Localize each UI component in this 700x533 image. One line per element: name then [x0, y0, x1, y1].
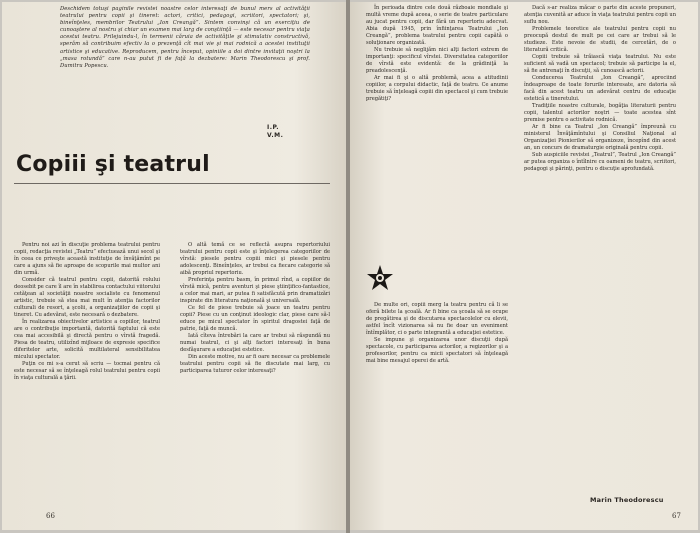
- paragraph: Puţin ce mi s-a cerut să scriu — tocmai pentru că este necesar să se înţeleagă rolul teatrului pentru copii în viaţa culturală a ţării.: [14, 361, 160, 381]
- paragraph: Copiii trebuie să trăiască viaţa teatrului. Nu este suficient să vadă un spectacol; trebuie să participe la el, să fie antrenaţi în discuţii, să cunoască actorii.: [524, 54, 676, 74]
- paragraph: Problemele teoretice ale teatrului pentru copii nu preocupă destul de mult pe cei care ar trebui să le studieze. Este nevoie de studii, de cercetări, de o literatură critică.: [524, 26, 676, 53]
- paragraph: De multe ori, copiii merg la teatru pentru că li se oferă bilete la şcoală. Ar fi bine ca şcoala să se ocupe de pregătirea şi de discutarea spectacolelor cu elevii, astfel încît vizionarea să nu fie doar un eveniment întîmplător, ci o parte integrantă a educaţiei estetice.: [366, 302, 508, 336]
- page-number-right: 67: [672, 512, 681, 520]
- author-signature: Marin Theodorescu: [590, 496, 664, 504]
- initials-2: V.M.: [267, 132, 284, 139]
- right-page: [350, 2, 698, 530]
- left-column-2: [180, 242, 330, 518]
- left-column-1: [14, 242, 160, 510]
- right-column-2: [524, 5, 676, 500]
- article-title: Copiii şi teatrul: [16, 152, 210, 177]
- intro-text: Deschidem totuşi paginile revistei noastre celor interesaţi de bunul mers al activităţii teatrului pentru copii şi tineret: actori, critici, pedagogi, scriitori, spectatori; şi, bineînţeles, membrilor Teatrului „Ion Creangă”. Sintem convinşi că un exerciţiu de cunoaştere al nostru şi chiar un examen mai larg de conştiinţă — este necesar pentru viaţa acestui teatru. Prilejuindu-l, în termenii căruia de activităţile şi stimulativ constructivă, sperăm să contribuim efectiv la o prezenţă cît mai vie şi mai rodnică a acestei instituţii artistice şi educative. Reproducem, pentru început, opiniile a doi dintre invitaţii noştri la „masa rotundă” care n-au putut fi de faţă la dezbatere: Marin Theodorescu şi prof. Dumitru Popescu.: [60, 6, 311, 69]
- paragraph: Se impune şi organizarea unor discuţii după spectacole, cu participarea actorilor, a regizorilor şi a profesorilor, pentru ca micii spectatori să înţeleagă mai bine mesajul operei de artă.: [366, 337, 508, 364]
- right-column-1-continued: [366, 302, 508, 512]
- page-number-left: 66: [46, 512, 55, 520]
- initials-1: I.P.: [267, 124, 280, 131]
- editor-initials: [267, 124, 327, 140]
- paragraph: Dacă s-ar realiza măcar o parte din aceste propuneri, atenţia cuvenită ar aduce în viaţa teatrului pentru copii un suflu nou.: [524, 5, 676, 25]
- paragraph: Consider că teatrul pentru copii, datorită rolului deosebit pe care îl are în stabilirea contactului viitorului cetăţean al societăţii noastre socialiste cu fenomenul artistic, trebuie să stea mai mult în atenţia factorilor culturali de resort, a şcolii, a organizaţiilor de copii şi tineret. Cu adevărat, este necesară o dezbatere.: [14, 277, 160, 318]
- paragraph: Pentru noi azi în discuţie problema teatrului pentru copii, redacţia revistei „Teatru” efectuează unui secol şi în ceea ce priveşte această instituţie de învăţămînt pe care a ajuns să fie aproape de scopurile mai multor ani din urmă.: [14, 242, 160, 276]
- title-rule: [14, 183, 330, 184]
- paragraph: Ar mai fi şi o altă problemă, acea a atitudinii copiilor, a corpului didactic, faţă de teatru. Ce anume trebuie să înţeleagă copiii din spectacol şi cum trebuie pregătiţi?: [366, 75, 508, 102]
- right-column-1: [366, 5, 508, 247]
- paragraph: În realizarea obiectivelor artistice a copiilor, teatrul are o contribuţie importantă, datorită faptului că este cea mai accesibilă şi directă pentru o vîrstă fragedă. Piesa de teatru, utilizînd mijloace de expresie specifice diferitelor arte, solicită multilateral sensibilitatea micului spectator.: [14, 319, 160, 360]
- paragraph: Ce fel de piese trebuie să joace un teatru pentru copii? Piese cu un conţinut ideologic clar, piese care să-l educe pe micul spectator în spiritul dragostei faţă de patrie, faţă de muncă.: [180, 305, 330, 332]
- paragraph: Nu trebuie să neglijăm nici alţi factori extrem de importanţi: specificul vîrstei. Diversitatea categoriilor de vîrstă este evidentă: de la grădiniţă la preadolescenţă.: [366, 47, 508, 74]
- paragraph: Preferinţa pentru basm, în primul rînd, a copiilor de vîrstă mică, pentru aventuri şi piese ştiinţifico-fantastice, a celor mai mari, ar putea fi satisfăcută prin dramatizări inspirate din literatura naţională şi universală.: [180, 277, 330, 304]
- paragraph: Conducerea Teatrului „Ion Creangă”, apreciind îndeaproape de toate forurile interesate, are datoria să facă din acest teatru un adevărat centru de educaţie estetică a tineretului.: [524, 75, 676, 102]
- paragraph: În perioada dintre cele două războaie mondiale şi multă vreme după aceea, o serie de teatre particulare au jucat pentru copii, dar fără un repertoriu adecvat. Abia după 1945, prin înfiinţarea Teatrului „Ion Creangă”, problema teatrului pentru copii capătă o soluţionare organizată.: [366, 5, 508, 46]
- star-ornament-icon: [366, 264, 394, 292]
- left-page: [2, 2, 346, 530]
- paragraph: Ar fi bine ca Teatrul „Ion Creangă” împreună cu ministerul Învăţămîntului şi Consiliul Naţional al Organizaţiei Pionierilor să organizeze, începînd din acest an, un concurs de dramaturgie originală pentru copii.: [524, 124, 676, 151]
- paragraph: Din aceste motive, nu ar fi oare necesar ca problemele teatrului pentru copii să fie discutate mai larg, cu participarea tuturor celor interesaţi?: [180, 354, 330, 374]
- paragraph: Sub auspiciile revistei „Teatrul”, Teatrul „Ion Creangă” ar putea organiza o întîlnire cu oameni de teatru, scriitori, pedagogi şi părinţi, pentru o discuţie aprofundată.: [524, 152, 676, 172]
- paragraph: Tradiţiile noastre culturale, bogăţia literaturii pentru copii, talentul actorilor noştri — toate acestea sînt premise pentru o activitate rodnică.: [524, 103, 676, 123]
- paragraph: O altă temă ce se reflectă asupra repertoriului teatrului pentru copii este şi înţelegerea categoriilor de vîrstă: piesele pentru copiii mici şi piesele pentru adolescenţi. Bineînţeles, ar trebui ca fiecare categorie să aibă propriul repertoriu.: [180, 242, 330, 276]
- paragraph: Iată cîteva întrebări la care ar trebui să răspundă nu numai teatrul, ci şi alţi factori interesaţi în buna desfăşurare a educaţiei estetice.: [180, 333, 330, 353]
